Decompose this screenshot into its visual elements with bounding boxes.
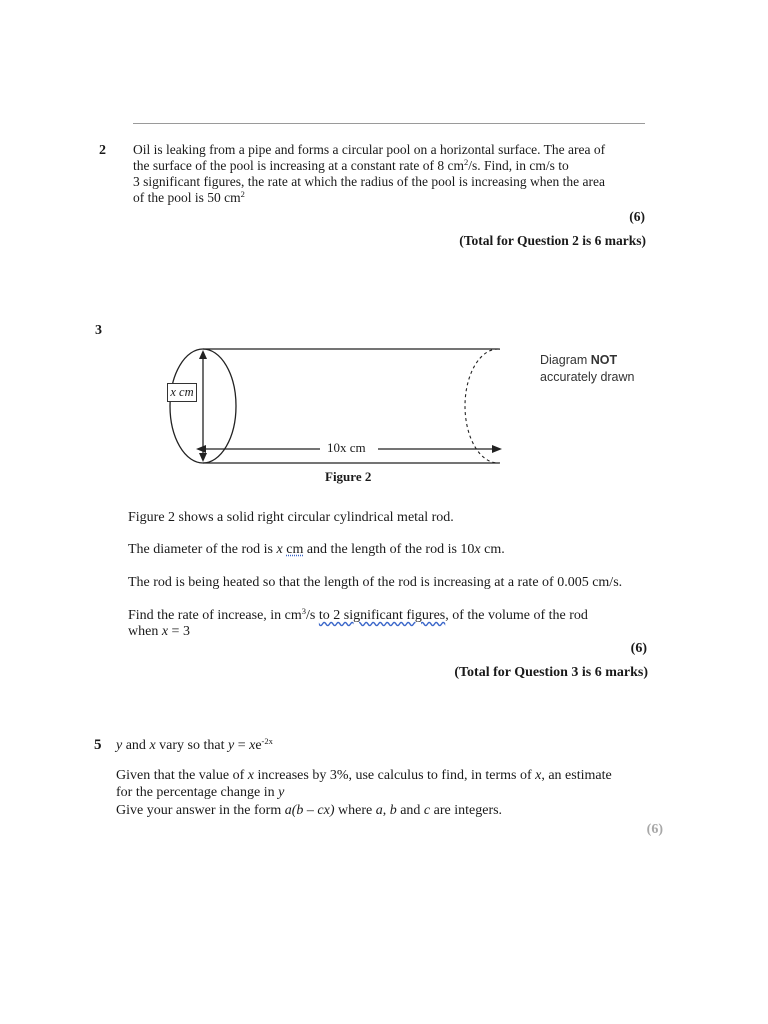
question-5-line-1: y and x vary so that $y = xe^{-2x}$ [116,736,273,753]
diagram-note: Diagram NOT accurately drawn [540,353,635,384]
question-2-total: (Total for Question 2 is 6 marks) [459,233,646,248]
question-3-paragraph-1: Figure 2 shows a solid right circular cylindrical metal rod. [128,510,454,525]
question-2-number: 2 [99,143,106,158]
question-3-paragraph-2: The diameter of the rod is x cm and the length of the rod is 10x cm. [128,542,505,557]
header-rule [133,123,645,124]
question-3-marks: (6) [630,641,647,656]
question-5-line-4: Give your answer in the form a(b – cx) where a, b and c are integers. [116,803,503,818]
question-2-text [133,142,605,206]
question-5-line-3: for the percentage change in y [116,785,285,800]
figure-caption: Figure 2 [325,469,372,484]
question-3-total: (Total for Question 3 is 6 marks) [454,665,648,680]
diameter-label: x cm [167,383,197,402]
question-5-marks: (6) [646,822,663,837]
question-5-line-2: Given that the value of x increases by 3%, use calculus to find, in terms of x, an estimate [116,768,612,783]
question-2-marks: (6) [629,209,645,224]
question-2-line-4: of the pool is 50 $cm^2$ [133,189,245,205]
question-2-line-1: Oil is leaking from a pipe and forms a circular pool on a horizontal surface. The area of [133,142,606,157]
question-2-line-2: the surface of the pool is increasing at a constant rate of 8 $cm^2/s$. Find, in cm/s to [133,157,569,173]
question-3-paragraph-3: The rod is being heated so that the length of the rod is increasing at a rate of 0.005 cm/s. [128,575,623,590]
question-5-number: 5 [94,737,102,753]
question-3-paragraph-4: Find the rate of increase, in $cm^3/s$ to 2 significant figures, of the volume of the rod [128,606,588,623]
question-2-line-3: 3 significant figures, the rate at which the radius of the pool is increasing when the area [133,174,605,189]
question-3-paragraph-5: when x = 3 [128,624,190,639]
length-label: 10x cm [327,440,366,455]
question-3-number: 3 [95,323,102,338]
